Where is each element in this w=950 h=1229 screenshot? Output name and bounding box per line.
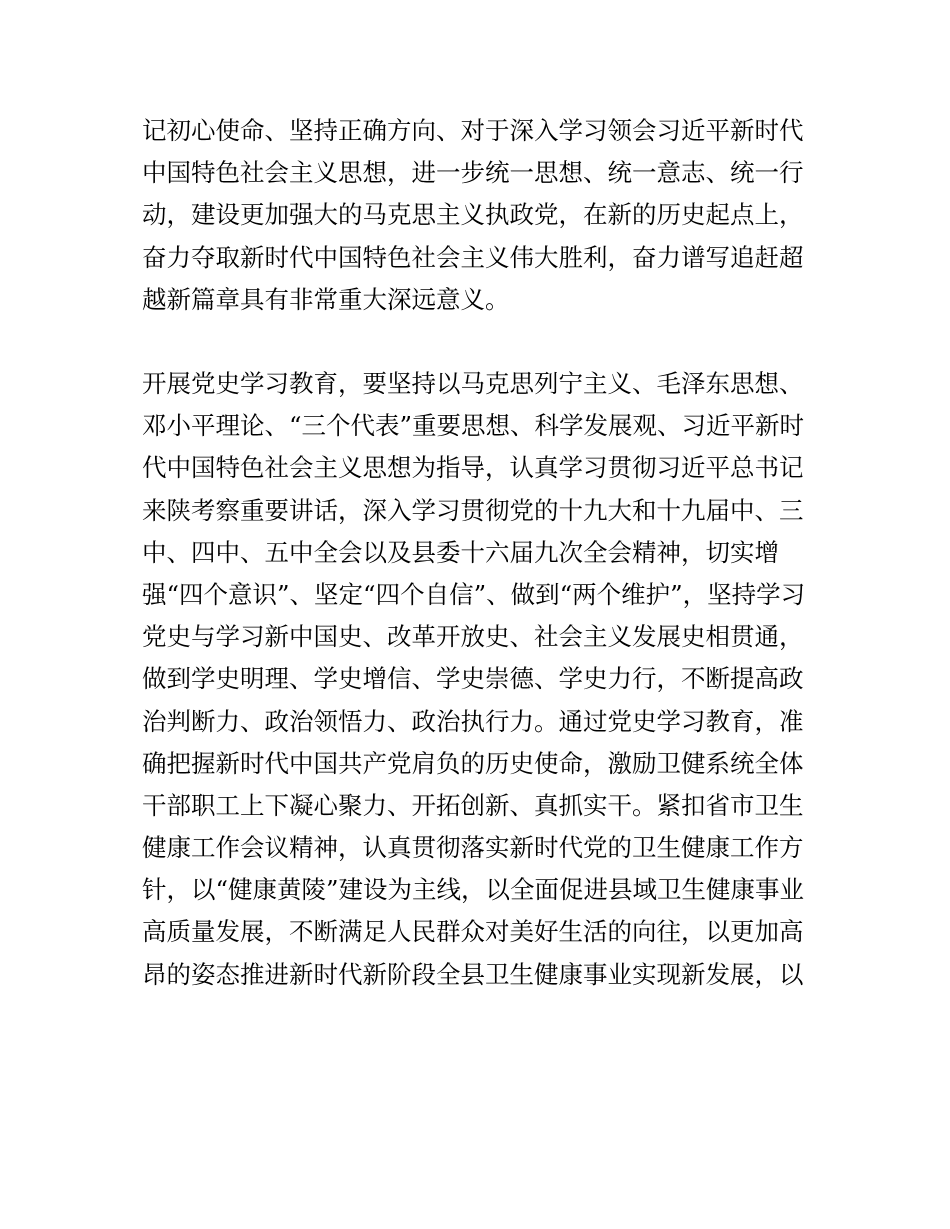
text-line: 健康工作会议精神，认真贯彻落实新时代党的卫生健康工作方 — [142, 833, 804, 863]
text-line: 奋力夺取新时代中国特色社会主义伟大胜利，奋力谱写追赶超 — [142, 242, 804, 272]
paragraph-2 — [142, 363, 822, 996]
text-line: 高质量发展，不断满足人民群众对美好生活的向往，以更加高 — [142, 917, 804, 947]
text-line: 来陕考察重要讲话，深入学习贯彻党的十九大和十九届中、三 — [142, 495, 804, 525]
text-line: 强“四个意识”、坚定“四个自信”、做到“两个维护”，坚持学习 — [142, 579, 806, 609]
text-line: 治判断力、政治领悟力、政治执行力。通过党史学习教育，准 — [142, 706, 804, 736]
text-line: 开展党史学习教育，要坚持以马克思列宁主义、毛泽东思想、 — [142, 369, 804, 398]
text-line: 中、四中、五中全会以及县委十六届九次全会精神，切实增 — [142, 537, 779, 567]
text-line: 代中国特色社会主义思想为指导，认真学习贯彻习近平总书记 — [142, 453, 804, 483]
text-line: 昂的姿态推进新时代新阶段全县卫生健康事业实现新发展，以 — [142, 959, 804, 989]
text-line: 邓小平理论、“三个代表”重要思想、科学发展观、习近平新时 — [142, 411, 805, 441]
text-line: 记初心使命、坚持正确方向、对于深入学习领会习近平新时代 — [142, 116, 804, 145]
paragraph-1 — [142, 110, 822, 321]
text-line: 干部职工上下凝心聚力、开拓创新、真抓实干。紧扣省市卫生 — [142, 790, 804, 820]
text-line: 确把握新时代中国共产党肩负的历史使命，激励卫健系统全体 — [142, 748, 804, 778]
text-line: 动，建设更加强大的马克思主义执政党，在新的历史起点上， — [142, 200, 804, 230]
text-line: 做到学史明理、学史增信、学史崇德、学史力行，不断提高政 — [142, 664, 804, 694]
text-line: 针，以“健康黄陵”建设为主线，以全面促进县域卫生健康事业 — [142, 875, 805, 905]
text-line: 越新篇章具有非常重大深远意义。 — [142, 284, 510, 314]
text-line: 党史与学习新中国史、改革开放史、社会主义发展史相贯通， — [142, 622, 804, 652]
text-line: 中国特色社会主义思想，进一步统一思想、统一意志、统一行 — [142, 158, 804, 188]
